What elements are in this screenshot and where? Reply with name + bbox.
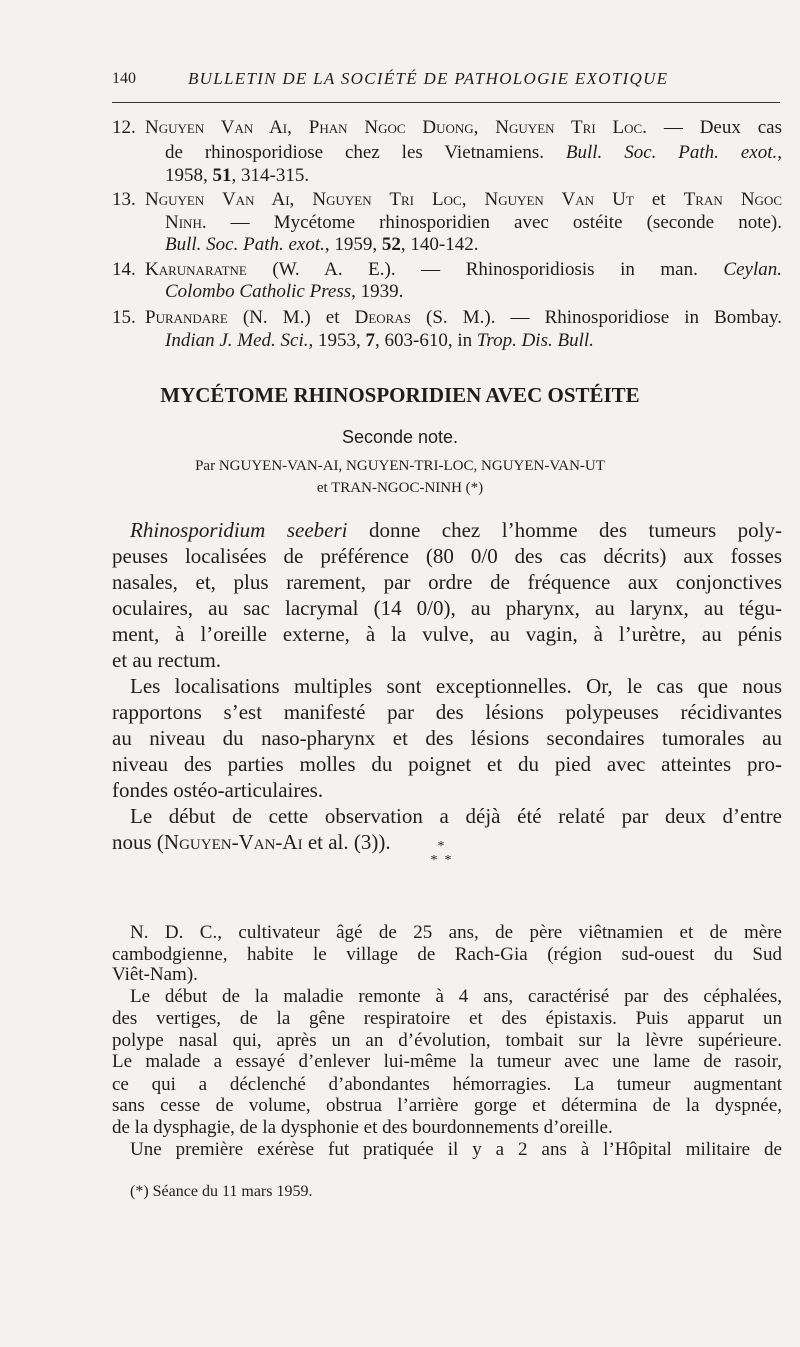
reference-line bbox=[165, 233, 782, 257]
reference-line bbox=[145, 116, 782, 140]
text-run: (N. M.) et bbox=[227, 307, 355, 328]
text-run: cambodgienne, habite le village de Rach-Gia (région sud-ouest du Sud bbox=[112, 944, 782, 965]
paragraph-line bbox=[130, 985, 782, 1009]
text-run: N. D. C., cultivateur âgé de 25 ans, de père viêtnamien et de mère bbox=[130, 922, 782, 943]
text-run: Indian J. Med. Sci. bbox=[165, 330, 309, 351]
text-run: Nguyen-Van-Ai bbox=[163, 830, 303, 854]
reference-number: 12. bbox=[112, 117, 136, 138]
text-run: , 603-610, in bbox=[375, 330, 477, 351]
text-run: 7 bbox=[365, 330, 376, 351]
paragraph-line bbox=[130, 518, 782, 542]
paragraph-line bbox=[112, 778, 782, 802]
reference-line bbox=[165, 141, 782, 165]
text-run: polype nasal qui, après un an d’évolution, tombait sur la lèvre supérieure. bbox=[112, 1030, 782, 1051]
text-run: nous ( bbox=[112, 830, 164, 854]
text-run: Deoras bbox=[354, 307, 411, 328]
reference-number: 14. bbox=[112, 259, 136, 280]
paragraph-line bbox=[130, 1138, 782, 1162]
text-run: Karunaratne bbox=[145, 259, 247, 280]
text-run: fondes ostéo-articulaires. bbox=[112, 778, 324, 802]
paragraph-line bbox=[112, 1050, 782, 1074]
text-run: ment, à l’oreille externe, à la vulve, au vagin, à l’urètre, au pénis bbox=[112, 622, 782, 646]
text-run: 51 bbox=[212, 165, 232, 186]
paragraph-line bbox=[130, 921, 782, 945]
text-run: Nguyen Van Ai, Phan Ngoc Duong, Nguyen Tri Loc. bbox=[145, 117, 647, 138]
text-run: , 1939. bbox=[351, 281, 404, 302]
text-run: Trop. Dis. Bull. bbox=[476, 330, 594, 351]
text-run: Colombo Catholic Press bbox=[165, 281, 352, 302]
text-run: sans cesse de volume, obstrua l’arrière gorge et détermina de la dyspnée, bbox=[112, 1095, 782, 1116]
text-run: Nguyen Van Ai, Nguyen Tri Loc, Nguyen Van Ut bbox=[145, 189, 634, 210]
reference-line bbox=[165, 329, 782, 353]
paragraph-line bbox=[130, 674, 782, 698]
text-run: oculaires, au sac lacrymal (14 0/0), au pharynx, au larynx, au tégu- bbox=[112, 596, 782, 620]
paragraph-line bbox=[112, 570, 782, 594]
text-run: Le début de la maladie remonte à 4 ans, caractérisé par des céphalées, bbox=[130, 986, 782, 1007]
reference-number: 15. bbox=[112, 307, 136, 328]
paragraph-line bbox=[112, 1116, 782, 1140]
page-number: 140 bbox=[112, 70, 136, 87]
text-run: et bbox=[633, 189, 684, 210]
text-run: Ninh. bbox=[165, 212, 207, 233]
text-run: 1958, bbox=[165, 165, 213, 186]
text-run: — Deux cas bbox=[646, 117, 782, 138]
text-run: de rhinosporidiose chez les Vietnamiens. bbox=[165, 142, 566, 163]
text-run: Ceylan. bbox=[723, 259, 782, 280]
text-run: niveau des parties molles du poignet et du pied avec atteintes pro- bbox=[112, 752, 782, 776]
reference-line bbox=[165, 211, 782, 235]
paragraph-line bbox=[112, 648, 782, 672]
text-run: et al. (3)). bbox=[302, 830, 391, 854]
paragraph-line bbox=[112, 726, 782, 750]
reference-line bbox=[165, 164, 782, 188]
header-rule bbox=[112, 102, 780, 103]
text-run: Bull. Soc. Path. exot. bbox=[165, 234, 325, 255]
text-run: Une première exérèse fut pratiquée il y a 2 ans à l’Hôpital militaire de bbox=[130, 1139, 782, 1160]
paragraph-line bbox=[112, 1007, 782, 1031]
footnote: (*) Séance du 11 mars 1959. bbox=[130, 1183, 313, 1200]
reference-line bbox=[145, 258, 782, 282]
section-separator: * * * bbox=[430, 839, 452, 868]
text-run: Le malade a essayé d’enlever lui-même la tumeur avec une lame de rasoir, bbox=[112, 1051, 782, 1072]
text-run: et au rectum. bbox=[112, 648, 222, 672]
article-title: MYCÉTOME RHINOSPORIDIEN AVEC OSTÉITE bbox=[160, 383, 640, 407]
reference-line bbox=[165, 280, 782, 304]
text-run: peuses localisées de préférence (80 0/0 des cas décrits) aux fosses bbox=[112, 544, 782, 568]
text-run: , 140-142. bbox=[400, 234, 479, 255]
text-run: des vertiges, de la gêne respiratoire et des épistaxis. Puis apparut un bbox=[112, 1008, 782, 1029]
text-run: au niveau du naso-pharynx et des lésions secondaires tumorales au bbox=[112, 726, 782, 750]
paragraph-line bbox=[112, 622, 782, 646]
text-run: donne chez l’homme des tumeurs poly- bbox=[347, 518, 783, 542]
paragraph-line bbox=[112, 544, 782, 568]
text-run: — Mycétome rhinosporidien avec ostéite (seconde note). bbox=[206, 212, 782, 233]
article-authors: Par NGUYEN-VAN-AI, NGUYEN-TRI-LOC, NGUYEN-VAN-UT bbox=[195, 458, 605, 474]
text-run: (S. M.). — Rhinosporidiose in Bombay. bbox=[410, 307, 782, 328]
text-run: Le début de cette observation a déjà été relaté par deux d’entre bbox=[130, 804, 782, 828]
text-run: nasales, et, plus rarement, par ordre de fréquence aux conjonctives bbox=[112, 570, 782, 594]
reference-line bbox=[145, 306, 782, 330]
running-header: BULLETIN DE LA SOCIÉTÉ DE PATHOLOGIE EXOTIQUE bbox=[188, 69, 669, 88]
paragraph-line bbox=[112, 1094, 782, 1118]
text-run: Les localisations multiples sont exceptionnelles. Or, le cas que nous bbox=[130, 674, 782, 698]
text-run: Viêt-Nam). bbox=[112, 964, 198, 985]
text-run: Purandare bbox=[145, 307, 228, 328]
text-run: ce qui a déclenché d’abondantes hémorragies. La tumeur augmentant bbox=[112, 1074, 782, 1095]
text-run: Bull. Soc. Path. exot. bbox=[565, 142, 778, 163]
article-authors-cont: et TRAN-NGOC-NINH (*) bbox=[316, 480, 484, 496]
paragraph-line bbox=[112, 963, 782, 987]
text-run: Rhinosporidium seeberi bbox=[130, 518, 348, 542]
text-run: rapportons s’est manifesté par des lésions polypeuses récidivantes bbox=[112, 700, 782, 724]
paragraph-line bbox=[112, 596, 782, 620]
text-run: (W. A. E.). — Rhinosporidiosis in man. bbox=[246, 259, 724, 280]
text-run: Tran Ngoc bbox=[683, 189, 783, 210]
reference-line bbox=[145, 188, 782, 212]
paragraph-line bbox=[112, 700, 782, 724]
text-run: 52 bbox=[381, 234, 401, 255]
text-run: de la dysphagie, de la dysphonie et des bourdonnements d’oreille. bbox=[112, 1117, 613, 1138]
text-run: , 1953, bbox=[308, 330, 366, 351]
article-subtitle: Seconde note. bbox=[341, 427, 459, 447]
paragraph-line bbox=[130, 804, 782, 828]
reference-number: 13. bbox=[112, 189, 136, 210]
paragraph-line bbox=[112, 752, 782, 776]
text-run: , 1959, bbox=[324, 234, 382, 255]
text-run: , bbox=[777, 142, 782, 163]
text-run: , 314-315. bbox=[231, 165, 310, 186]
